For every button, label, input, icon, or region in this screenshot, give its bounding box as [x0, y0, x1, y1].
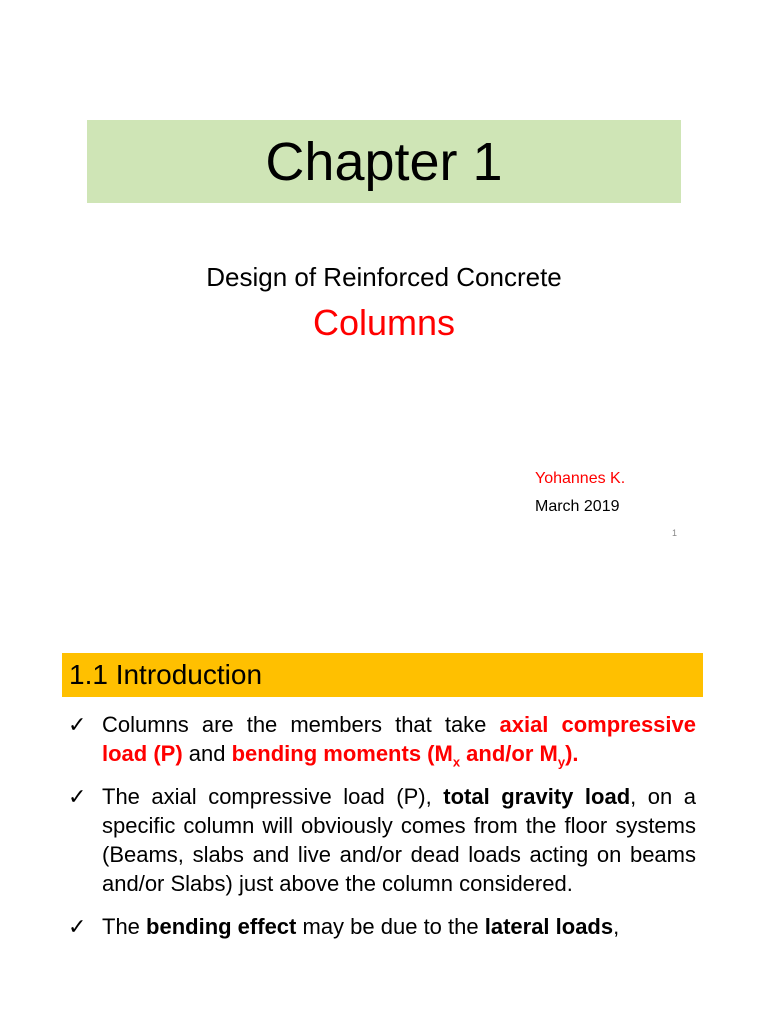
- section-title: 1.1 Introduction: [62, 653, 703, 697]
- subscript: y: [557, 754, 566, 770]
- bullet-text: The: [102, 914, 147, 939]
- bullet-bold: bending effect: [146, 914, 297, 939]
- bullet-text: and: [182, 741, 232, 766]
- subscript: x: [452, 754, 461, 770]
- page-number: 1: [672, 528, 678, 538]
- subtitle-highlight: Columns: [312, 302, 456, 343]
- chapter-title: Chapter 1: [87, 120, 681, 203]
- bullet-text: may be due to the: [296, 914, 485, 939]
- author: Yohannes K.: [535, 470, 626, 487]
- bullet-highlight: ).: [565, 741, 579, 766]
- bullet-columns-definition: [68, 710, 696, 768]
- bullet-axial-load: [68, 782, 696, 898]
- bullet-text: The axial compressive load (P),: [102, 784, 444, 809]
- check-icon: ✓: [68, 784, 87, 809]
- bullet-bold: total gravity load: [443, 784, 631, 809]
- bullet-bending-effect: [68, 912, 696, 941]
- date: March 2019: [535, 498, 620, 515]
- intro-slide: [0, 580, 768, 1024]
- check-icon: ✓: [68, 712, 87, 737]
- bullet-text: , on a specific column will obviously comes from the floor systems (Beams, slabs and live and/or dead loads acting on beams and/or Slabs) just above the column considered.: [102, 784, 696, 896]
- bullet-text: ,: [613, 914, 620, 939]
- bullet-highlight: and/or M: [460, 741, 558, 766]
- subtitle: Design of Reinforced Concrete: [206, 262, 562, 292]
- check-icon: ✓: [68, 914, 87, 939]
- bullet-bold: lateral loads: [484, 914, 614, 939]
- bullet-list: [68, 710, 696, 955]
- bullet-text: Columns are the members that take: [102, 712, 500, 737]
- bullet-highlight: axial compressive load (P): [102, 712, 696, 766]
- bullet-highlight: bending moments (M: [231, 741, 453, 766]
